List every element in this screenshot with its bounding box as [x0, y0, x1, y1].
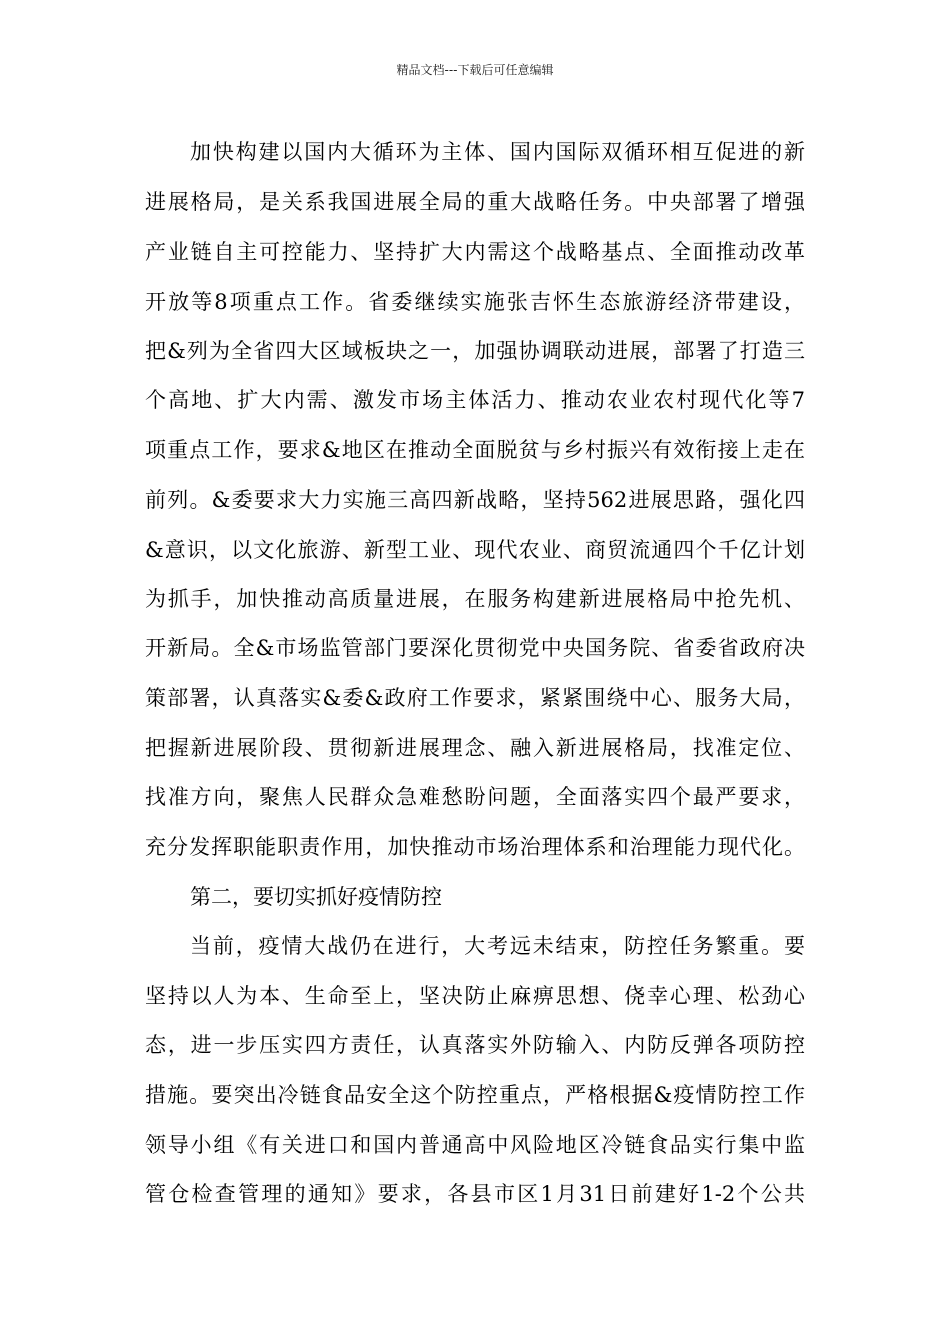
paragraph-1-line-5: 把&列为全省四大区域板块之一，加强协调联动进展，部署了打造三: [145, 339, 805, 363]
paragraph-2-line-3: 态，进一步压实四方责任，认真落实外防输入、内防反弹各项防控: [145, 1033, 805, 1057]
paragraph-2-line-1: 当前，疫情大战仍在进行，大考远未结束，防控任务繁重。要: [190, 934, 805, 958]
paragraph-1-line-4: 开放等8项重点工作。省委继续实施张吉怀生态旅游经济带建设，: [145, 290, 805, 314]
paragraph-1-line-8: 前列。&委要求大力实施三高四新战略，坚持562进展思路，强化四: [145, 488, 805, 512]
page-header: 精品文档---下载后可任意编辑: [396, 63, 554, 77]
paragraph-1-line-1: 加快构建以国内大循环为主体、国内国际双循环相互促进的新: [190, 140, 805, 164]
paragraph-1-line-2: 进展格局，是关系我国进展全局的重大战略任务。中央部署了增强: [145, 190, 805, 214]
paragraph-2-line-6: 管仓检查管理的通知》要求，各县市区1月31日前建好1-2个公共: [145, 1182, 805, 1206]
paragraph-1-line-10: 为抓手，加快推动高质量进展，在服务构建新进展格局中抢先机、: [145, 587, 805, 611]
paragraph-2-line-2: 坚持以人为本、生命至上，坚决防止麻痹思想、侥幸心理、松劲心: [145, 984, 805, 1008]
paragraph-1-line-7: 项重点工作，要求&地区在推动全面脱贫与乡村振兴有效衔接上走在: [145, 438, 805, 462]
paragraph-1-line-11: 开新局。全&市场监管部门要深化贯彻党中央国务院、省委省政府决: [145, 636, 805, 660]
paragraph-1-line-13: 把握新进展阶段、贯彻新进展理念、融入新进展格局，找准定位、: [145, 736, 805, 760]
section-heading-2: 第二，要切实抓好疫情防控: [190, 885, 442, 909]
paragraph-2-line-5: 领导小组《有关进口和国内普通高中风险地区冷链食品实行集中监: [145, 1133, 805, 1157]
paragraph-1-line-6: 个高地、扩大内需、激发市场主体活力、推动农业农村现代化等7: [145, 388, 805, 412]
paragraph-1-line-14: 找准方向，聚焦人民群众急难愁盼问题，全面落实四个最严要求，: [145, 785, 805, 809]
paragraph-1-line-3: 产业链自主可控能力、坚持扩大内需这个战略基点、全面推动改革: [145, 240, 805, 264]
paragraph-1-line-15: 充分发挥职能职责作用，加快推动市场治理体系和治理能力现代化。: [145, 835, 805, 859]
paragraph-1-line-9: &意识，以文化旅游、新型工业、现代农业、商贸流通四个千亿计划: [145, 538, 805, 562]
paragraph-2-line-4: 措施。要突出冷链食品安全这个防控重点，严格根据&疫情防控工作: [145, 1083, 805, 1107]
paragraph-1-line-12: 策部署，认真落实&委&政府工作要求，紧紧围绕中心、服务大局，: [145, 686, 805, 710]
